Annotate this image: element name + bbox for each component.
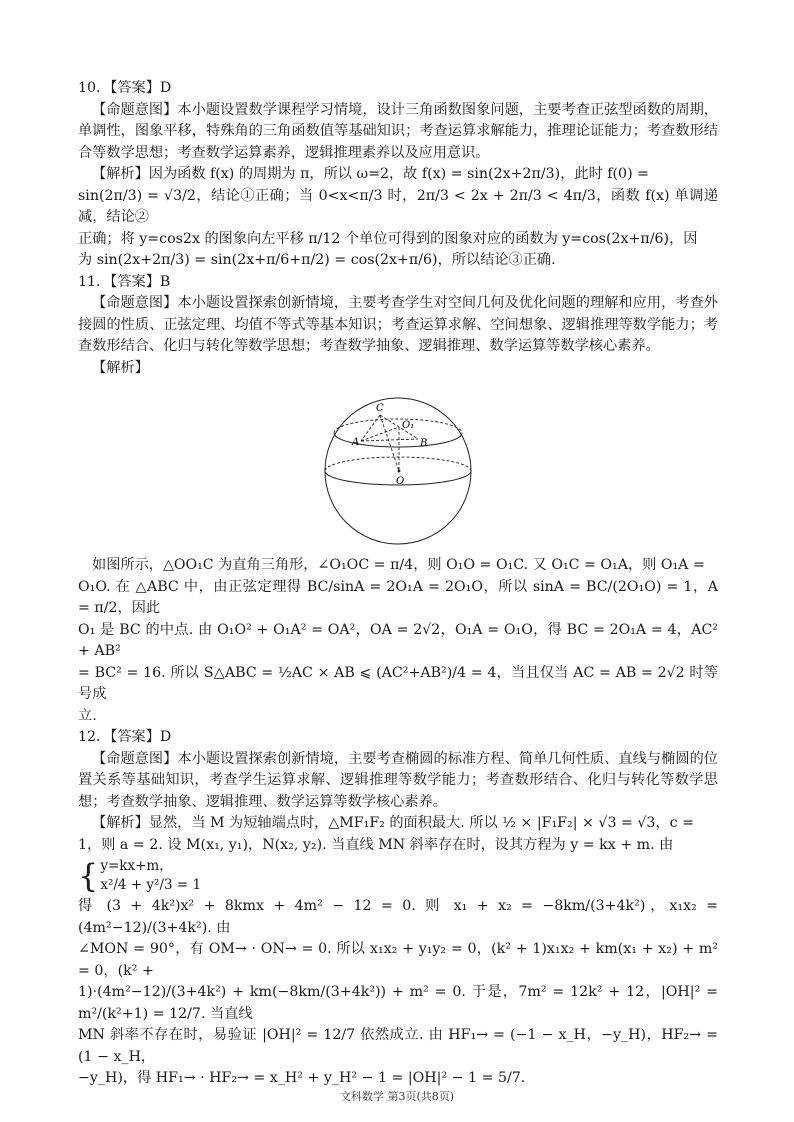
sphere-figure — [78, 383, 718, 553]
q12-answer: 12．【答案】D — [78, 729, 172, 745]
segment-ab — [361, 439, 418, 441]
q12-body-line4: ∠MON = 90°，有 OM→ · ON→ = 0. 所以 x₁x₂ + y₁y₂ = 0，(k² + 1)x₁x₂ + km(x₁ + x₂) + m² = 0，(k² + — [78, 941, 718, 979]
q12-body-line2: 1，则 a = 2. 设 M(x₁, y₁)，N(x₂, y₂). 当直线 MN 斜率存在时，设其方程为 y = kx + m. 由 — [78, 836, 674, 853]
sphere-diagram — [323, 383, 473, 551]
content — [78, 78, 718, 1090]
q11-answer: 11．【答案】B — [78, 273, 171, 290]
q12-intent: 【命题意图】本小题设置探索创新情境，主要考查椭圆的标准方程、简单几何性质、直线与椭圆的位置关系等基础知识，考查学生运算求解、逻辑推理等数学能力；考查数形结合、化归与转化等数学思想；考查数学抽象、逻辑推理、数学运算等数学核心素养。 — [78, 750, 718, 810]
q11-analysis-label: 【解析】 — [92, 359, 149, 376]
q12-body-line6: MN 斜率不存在时，易验证 |OH|² = 12/7 依然成立. 由 HF₁→ = (−1 − x_H，−y_H)，HF₂→ = (1 − x_H， — [78, 1027, 718, 1065]
center-point — [398, 470, 401, 473]
brace: { — [78, 857, 99, 895]
label-o1: O₁ — [402, 420, 415, 431]
label-a: A — [352, 437, 360, 448]
label-o: O — [396, 476, 405, 487]
page-footer: 文科数学 第3页(共8页) — [339, 1090, 455, 1103]
label-c: C — [376, 403, 384, 414]
q11-body-line5: 立. — [78, 707, 97, 724]
q11-body-line2: O₁O. 在 △ABC 中，由正弦定理得 BC/sinA = 2O₁A = 2O₁O，所以 sinA = BC/(2O₁O) = 1，A = π/2，因此 — [78, 578, 718, 616]
segment-ao1 — [361, 427, 399, 441]
q12-body-line1: 【解析】显然，当 M 为短轴端点时，△MF₁F₂ 的面积最大. 所以 ½ × |F₁F₂| × √3 = √3，c = — [92, 815, 694, 831]
system-eq1: y=kx+m， — [100, 858, 173, 874]
q12-body-line7: −y_H)，得 HF₁→ · HF₂→ = x_H² + y_H² − 1 = |OH|² − 1 = 5/7. — [78, 1070, 526, 1086]
q11-body-line3: O₁ 是 BC 的中点. 由 O₁O² + O₁A² = OA²，OA = 2√2，O₁A = O₁O，得 BC = 2O₁A = 4，AC² + AB² — [78, 621, 718, 659]
q11-intent: 【命题意图】本小题设置探索创新情境，主要考查学生对空间几何及优化问题的理解和应用，考查外接圆的性质、正弦定理、均值不等式等基本知识；考查运算求解、空间想象、逻辑推理等数学能力；考查数形结合、化归与转化等数学思想；考查数学抽象、逻辑推理、数学运算等数学核心素养。 — [78, 295, 718, 354]
system-lines — [100, 857, 201, 895]
q12-system — [78, 856, 718, 896]
q10-answer: 10．【答案】D — [78, 80, 172, 96]
q11-body-line4: = BC² = 16. 所以 S△ABC = ½AC × AB ⩽ (AC²+AB²)/4 = 4，当且仅当 AC = AB = 2√2 时等号成 — [78, 664, 718, 702]
q10-intent: 【命题意图】本小题设置数学课程学习情境，设计三角函数图象问题，主要考查正弦型函数的周期，单调性，图象平移，特殊角的三角函数值等基础知识；考查运算求解能力，推理论证能力；考查数形结合等数学思想；考查数学运算素养，逻辑推理素养以及应用意识。 — [78, 101, 718, 161]
system-eq2: x²/4 + y²/3 = 1 — [100, 877, 202, 893]
q10-analysis-line1: 【解析】因为函数 f(x) 的周期为 π，所以 ω=2，故 f(x) = sin(2x+2π/3)，此时 f(0) = — [92, 166, 650, 182]
q10-analysis-line3: 正确；将 y=cos2x 的图象向左平移 π/12 个单位可得到的图象对应的函数为 y=cos(2x+π/6)，因 — [78, 230, 698, 247]
label-b: B — [420, 438, 428, 449]
q11-body-line1: 如图所示，△OO₁C 为直角三角形，∠O₁OC = π/4，则 O₁O = O₁C. 又 O₁C = O₁A，则 O₁A = — [92, 557, 705, 573]
q12-body-line5: 1)·(4m²−12)/(3+4k²) + km(−8km/(3+4k²)) + m² = 0. 于是，7m² = 12k² + 12，|OH|² = m²/(k²+1) = 12/7. 当直线 — [78, 984, 718, 1022]
q12-body-line3: 得 (3 + 4k²)x² + 8kmx + 4m² − 12 = 0. 则 x₁ + x₂ = −8km/(3+4k²)，x₁x₂ = (4m²−12)/(3+4k²). 由 — [78, 898, 718, 936]
q10-analysis-line2: sin(2π/3) = √3/2，结论①正确；当 0<x<π/3 时，2π/3 < 2x + 2π/3 < 4π/3，函数 f(x) 单调递减，结论② — [78, 187, 718, 225]
segment-co — [380, 415, 399, 471]
q10-analysis-line4: 为 sin(2x+2π/3) = sin(2x+π/6+π/2) = cos(2x+π/6)，所以结论③正确. — [78, 252, 556, 268]
